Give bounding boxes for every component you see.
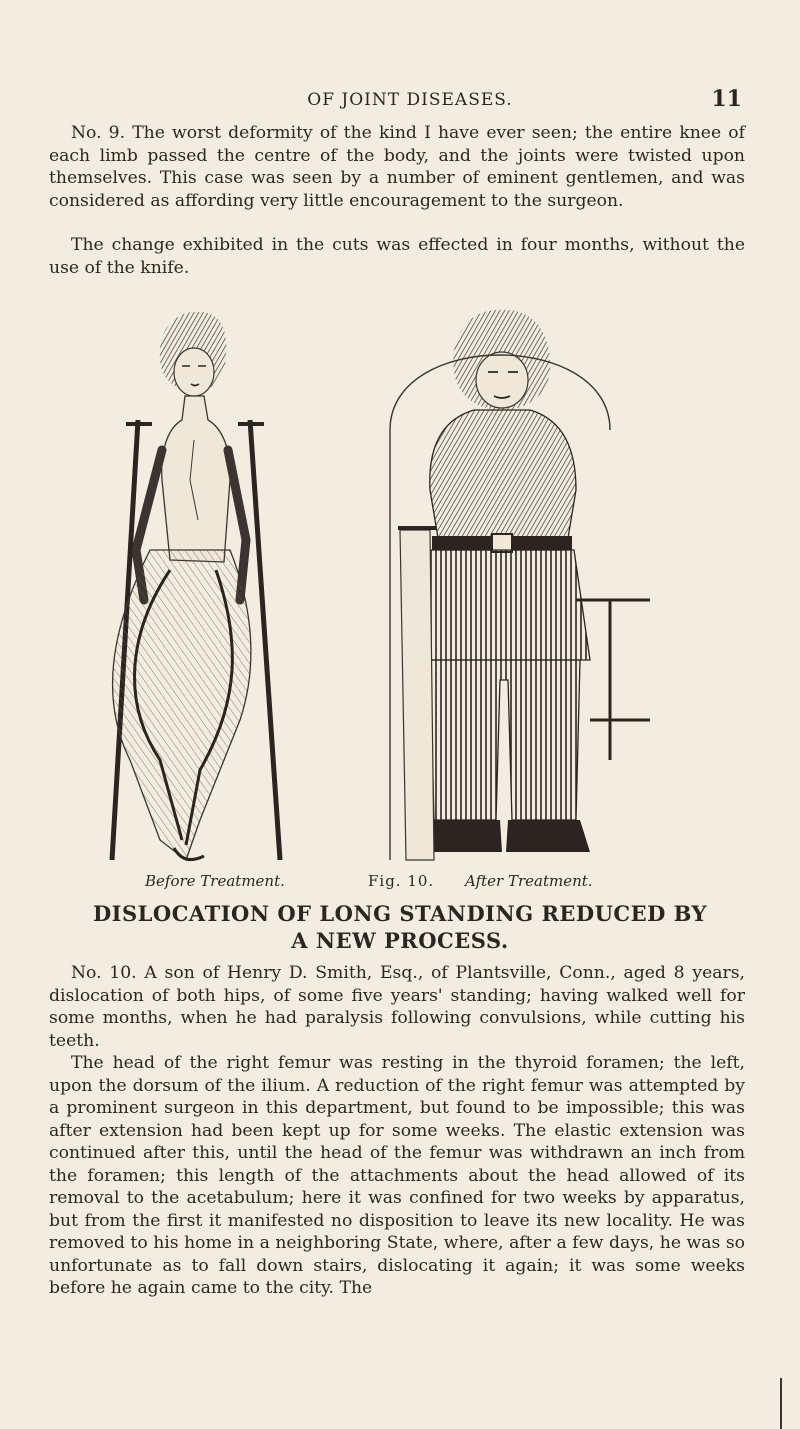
figure-caption <box>145 872 705 896</box>
engraving-before-after <box>90 300 690 872</box>
paragraph-change-exhibited: The change exhibited in the cuts was effected in four months, without the use of the knife. <box>49 235 745 278</box>
paragraph-case-10: No. 10. A son of Henry D. Smith, Esq., of Plantsville, Conn., aged 8 years, dislocation of both hips, of some five years' standing; having walked well for some months, when he had paralysis following convulsions, while cutting his teeth. <box>49 963 745 1051</box>
running-head <box>60 86 760 116</box>
paragraph-femur: The head of the right femur was resting in the thyroid foramen; the left, upon the dorsum of the ilium. A reduction of the right femur was attempted by a prominent surgeon in this department, but found to be impossible; this was after extension had been kept up for some weeks. The elastic extension was continued after this, until the head of the femur was withdrawn an inch from the foramen; this length of the attachments about the head allowed of its removal to the acetabulum; here it was confined for two weeks by apparatus, but from the first it manifested no disposition to leave its new locality. He was removed to his home in a neighboring State, where, after a few days, he was so unfortunate as to fall down stairs, dislocating it again; it was some weeks before he again came to the city. The <box>49 1053 745 1298</box>
caption-before: Before Treatment. <box>145 872 285 890</box>
after-treatment-illustration <box>390 310 650 860</box>
caption-after: After Treatment. <box>465 872 593 890</box>
before-treatment-illustration <box>112 312 280 860</box>
paragraph-case-9: No. 9. The worst deformity of the kind I have ever seen; the entire knee of each limb passed the centre of the body, and the joints were twisted upon themselves. This case was seen by a number of eminent gentlemen, and was considered as affording very little encouragement to the surgeon. <box>49 123 745 211</box>
heading-line-1: DISLOCATION OF LONG STANDING REDUCED BY <box>92 901 708 926</box>
section-heading <box>40 900 760 954</box>
heading-line-2: A NEW PROCESS. <box>291 928 509 953</box>
figure-10 <box>90 300 690 872</box>
caption-figure-number: Fig. 10. <box>368 872 435 890</box>
page-number: 11 <box>711 86 742 112</box>
page-edge-mark <box>780 1378 782 1429</box>
running-title: OF JOINT DISEASES. <box>307 90 513 110</box>
